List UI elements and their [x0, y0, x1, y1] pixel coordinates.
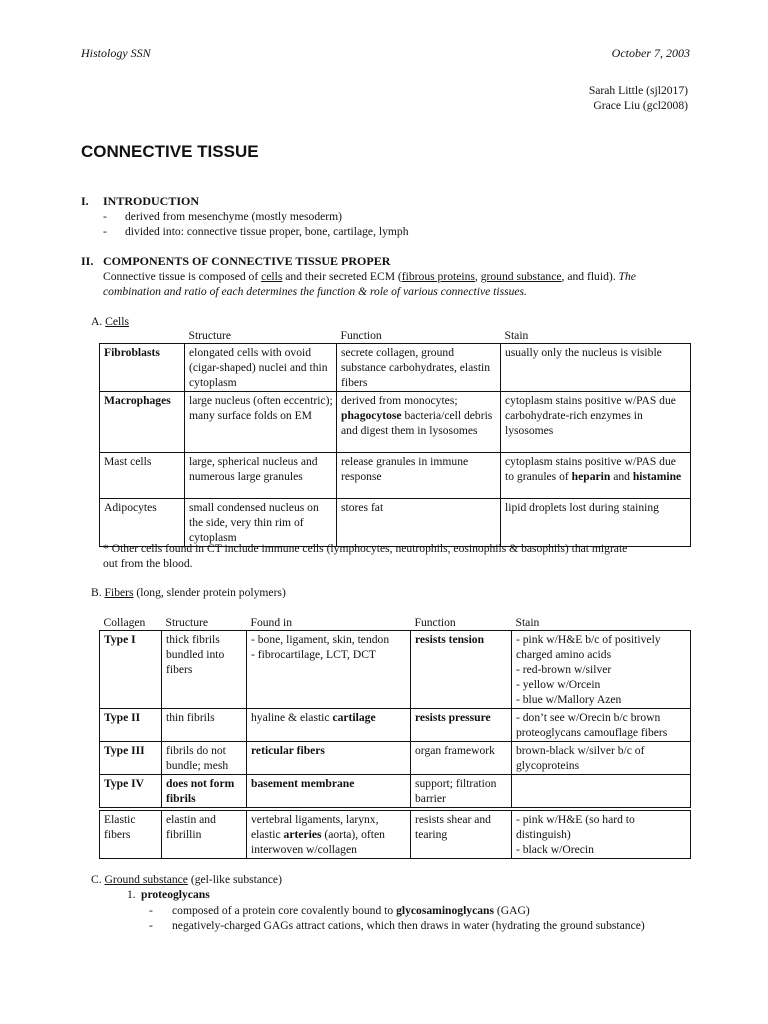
cell-structure: elongated cells with ovoid (cigar-shaped) nuclei and thin cytoplasm: [185, 344, 337, 392]
column-header: Function: [340, 329, 382, 342]
cell-function: support; filtration barrier: [411, 775, 512, 808]
cell-stain: - pink w/H&E (so hard to distinguish) - black w/Orecin: [512, 811, 691, 859]
section-1-numeral: I.: [81, 194, 89, 208]
cell-structure: small condensed nucleus on the side, very thin rim of cytoplasm: [185, 499, 337, 547]
table-row: [100, 709, 691, 742]
ground-substance-subheading: proteoglycans: [141, 888, 210, 901]
cell-function: resists pressure: [411, 709, 512, 742]
column-header: Collagen: [103, 616, 146, 629]
table-row: [100, 499, 691, 547]
cell-type: Type III: [100, 742, 162, 775]
table-row: [100, 631, 691, 709]
cell-stain: usually only the nucleus is visible: [501, 344, 691, 392]
ground-substance-label: C. Ground substance (gel-like substance): [91, 873, 282, 886]
fibers-table-header: [100, 615, 691, 631]
table-row: [100, 344, 691, 392]
cell-found-in: basement membrane: [247, 775, 411, 808]
table-row: [100, 742, 691, 775]
cell-function: release granules in immune response: [337, 453, 501, 499]
cell-function: resists shear and tearing: [411, 811, 512, 859]
cell-structure: large, spherical nucleus and numerous large granules: [185, 453, 337, 499]
cell-stain: lipid droplets lost during staining: [501, 499, 691, 547]
cell-type: Elastic fibers: [100, 811, 162, 859]
cells-footnote-line-1: * Other cells found in CT include immune cells (lymphocytes, neutrophils, eosinophils & basophils) that migrate: [103, 542, 628, 555]
cell-name: Adipocytes: [100, 499, 185, 547]
cell-found-in: - bone, ligament, skin, tendon - fibrocartilage, LCT, DCT: [247, 631, 411, 709]
fibers-table: [99, 615, 691, 808]
page-title: CONNECTIVE TISSUE: [81, 142, 259, 161]
cell-function: organ framework: [411, 742, 512, 775]
table-row: [100, 775, 691, 808]
cell-structure: does not form fibrils: [162, 775, 247, 808]
cell-structure: elastin and fibrillin: [162, 811, 247, 859]
cells-table: [99, 328, 691, 547]
column-header: Function: [414, 616, 456, 629]
cell-name: Macrophages: [100, 392, 185, 453]
cell-found-in: vertebral ligaments, larynx, elastic arteries (aorta), often interwoven w/collagen: [247, 811, 411, 859]
elastic-fibers-table: [99, 810, 691, 859]
section-2-heading: COMPONENTS OF CONNECTIVE TISSUE PROPER: [103, 254, 391, 268]
cell-stain: brown-black w/silver b/c of glycoproteins: [512, 742, 691, 775]
cell-type: Type I: [100, 631, 162, 709]
cells-label: A. Cells: [91, 315, 130, 328]
section-2-numeral: II.: [81, 254, 94, 268]
cell-stain: cytoplasm stains positive w/PAS due to granules of heparin and histamine: [501, 453, 691, 499]
cell-structure: thin fibrils: [162, 709, 247, 742]
cell-stain: - pink w/H&E b/c of positively charged amino acids - red-brown w/silver - yellow w/Orcein - blue w/Mallory Azen: [512, 631, 691, 709]
cell-function: resists tension: [411, 631, 512, 709]
ground-substance-number: 1.: [127, 888, 136, 901]
column-header: Structure: [165, 616, 208, 629]
header-date: October 7, 2003: [611, 46, 690, 60]
table-row: [100, 392, 691, 453]
cell-name: Mast cells: [100, 453, 185, 499]
table-row: [100, 453, 691, 499]
cell-stain: [512, 775, 691, 808]
cell-structure: large nucleus (often eccentric); many surface folds on EM: [185, 392, 337, 453]
cells-table-header: [100, 328, 691, 344]
cell-function: derived from monocytes; phagocytose bacteria/cell debris and digest them in lysosomes: [337, 392, 501, 453]
cell-stain: - don’t see w/Orecin b/c brown proteoglycans camouflage fibers: [512, 709, 691, 742]
cell-found-in: hyaline & elastic cartilage: [247, 709, 411, 742]
cell-type: Type II: [100, 709, 162, 742]
column-header: Stain: [504, 329, 529, 342]
table-row: [100, 811, 691, 859]
cell-structure: fibrils do not bundle; mesh: [162, 742, 247, 775]
components-paragraph-line-1: Connective tissue is composed of cells and their secreted ECM (fibrous proteins, ground substance, and fluid). The: [103, 270, 636, 283]
column-header: Stain: [515, 616, 540, 629]
cells-footnote-line-2: out from the blood.: [103, 557, 193, 570]
cell-structure: thick fibrils bundled into fibers: [162, 631, 247, 709]
cell-stain: cytoplasm stains positive w/PAS due carbohydrate-rich enzymes in lysosomes: [501, 392, 691, 453]
column-header: Structure: [188, 329, 231, 342]
section-1-heading: INTRODUCTION: [103, 194, 200, 208]
cell-function: secrete collagen, ground substance carbohydrates, elastin fibers: [337, 344, 501, 392]
cell-name: Fibroblasts: [100, 344, 185, 392]
components-paragraph-line-2: combination and ratio of each determines the function & role of various connective tissues.: [103, 285, 527, 298]
column-header: Found in: [250, 616, 293, 629]
author-2: Grace Liu (gcl2008): [593, 99, 688, 112]
cell-type: Type IV: [100, 775, 162, 808]
fibers-label: B. Fibers (long, slender protein polymers): [91, 586, 286, 599]
cell-found-in: reticular fibers: [247, 742, 411, 775]
header-course: Histology SSN: [81, 46, 151, 60]
cell-function: stores fat: [337, 499, 501, 547]
author-1: Sarah Little (sjl2017): [588, 84, 688, 97]
